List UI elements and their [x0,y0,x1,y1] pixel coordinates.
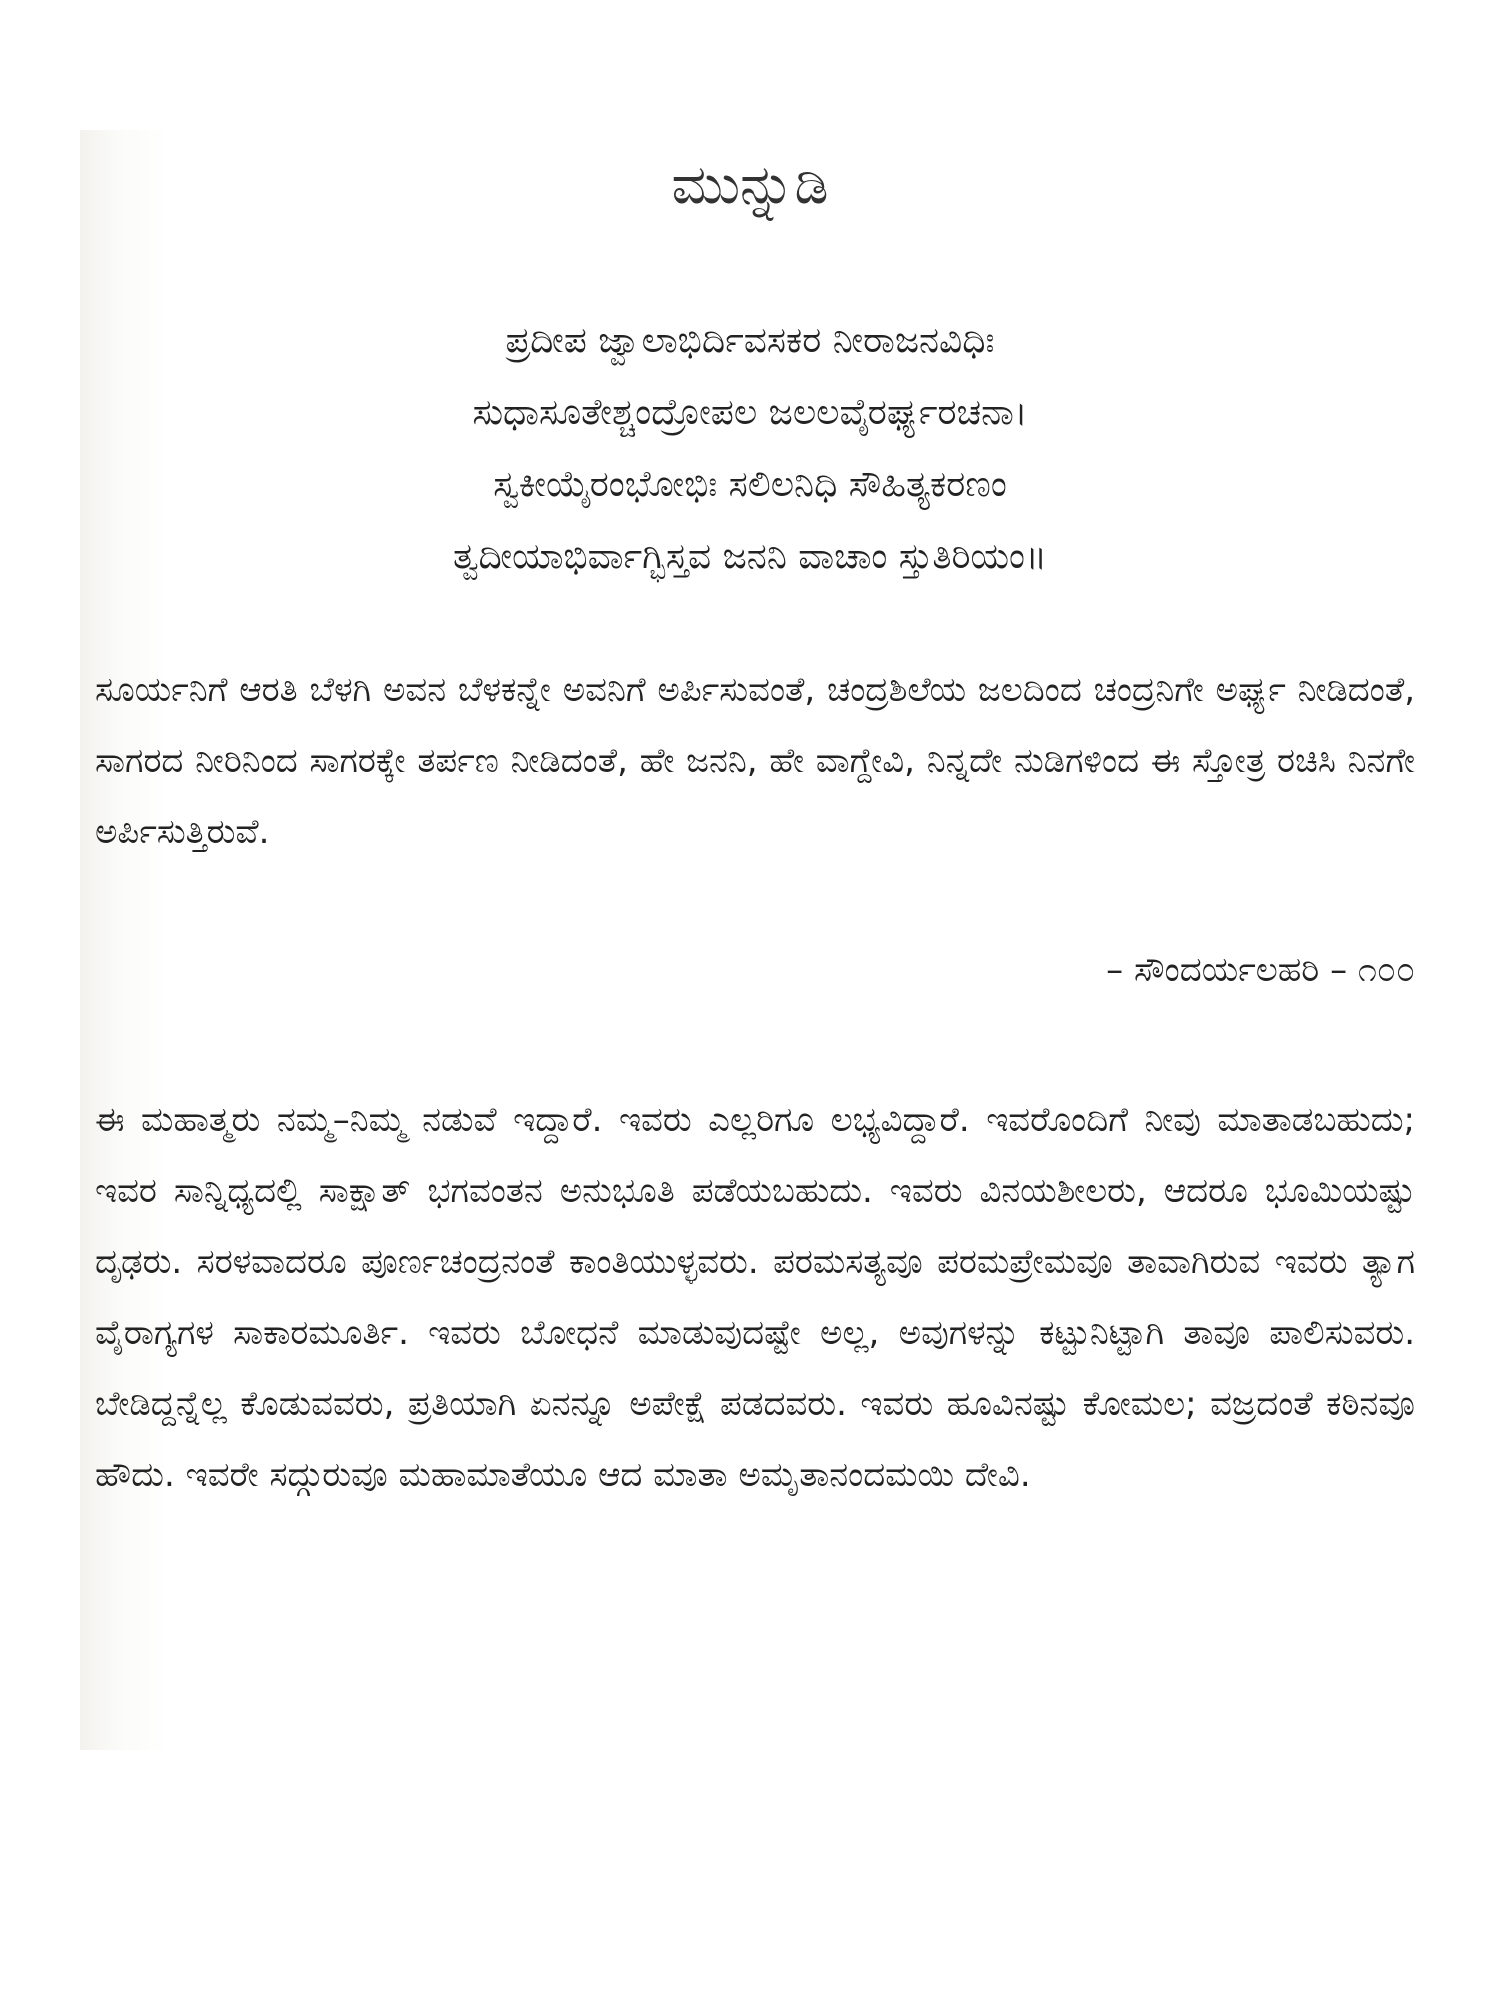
verse-line: ಸುಧಾಸೂತೇಶ್ಚಂದ್ರೋಪಲ ಜಲಲವೈರರ್ಘ್ಯರಚನಾ। [472,392,1028,433]
verse-line: ತ್ವದೀಯಾಭಿರ್ವಾಗ್ಭಿಸ್ತವ ಜನನಿ ವಾಚಾಂ ಸ್ತುತಿರಿಯಂ॥ [453,536,1047,577]
verse-translation-paragraph: ಸೂರ್ಯನಿಗೆ ಆರತಿ ಬೆಳಗಿ ಅವನ ಬೆಳಕನ್ನೇ ಅವನಿಗೆ ಅರ್ಪಿಸುವಂತೆ, ಚಂದ್ರಶಿಲೆಯ ಜಲದಿಂದ ಚಂದ್ರನಿಗೇ ಅರ್ಘ್ಯ ನೀಡಿದಂತೆ, ಸಾಗರದ ನೀರಿನಿಂದ ಸಾಗರಕ್ಕೇ ತರ್ಪಣ ನೀಡಿದಂತೆ, ಹೇ ಜನನಿ, ಹೇ ವಾಗ್ದೇವಿ, ನಿನ್ನದೇ ನುಡಿಗಳಿಂದ ಈ ಸ್ತೋತ್ರ ರಚಿಸಿ ನಿನಗೇ ಅರ್ಪಿಸುತ್ತಿರುವೆ. [95,670,1415,852]
body-paragraph: ಈ ಮಹಾತ್ಮರು ನಮ್ಮ–ನಿಮ್ಮ ನಡುವೆ ಇದ್ದಾರೆ. ಇವರು ಎಲ್ಲರಿಗೂ ಲಭ್ಯವಿದ್ದಾರೆ. ಇವರೊಂದಿಗೆ ನೀವು ಮಾತಾಡಬಹುದು; ಇವರ ಸಾನ್ನಿಧ್ಯದಲ್ಲಿ ಸಾಕ್ಷಾತ್ ಭಗವಂತನ ಅನುಭೂತಿ ಪಡೆಯಬಹುದು. ಇವರು ವಿನಯಶೀಲರು, ಆದರೂ ಭೂಮಿಯಷ್ಟು ದೃಢರು. ಸರಳವಾದರೂ ಪೂರ್ಣಚಂದ್ರನಂತೆ ಕಾಂತಿಯುಳ್ಳವರು. ಪರಮಸತ್ಯವೂ ಪರಮಪ್ರೇಮವೂ ತಾವಾಗಿರುವ ಇವರು ತ್ಯಾಗ ವೈರಾಗ್ಯಗಳ ಸಾಕಾರಮೂರ್ತಿ. ಇವರು ಬೋಧನೆ ಮಾಡುವುದಷ್ಟೇ ಅಲ್ಲ, ಅವುಗಳನ್ನು ಕಟ್ಟುನಿಟ್ಟಾಗಿ ತಾವೂ ಪಾಲಿಸುವರು. ಬೇಡಿದ್ದನ್ನೆಲ್ಲ ಕೊಡುವವರು, ಪ್ರತಿಯಾಗಿ ಏನನ್ನೂ ಅಪೇಕ್ಷೆ ಪಡದವರು. ಇವರು ಹೂವಿನಷ್ಟು ಕೋಮಲ; ವಜ್ರದಂತೆ ಕಠಿನವೂ ಹೌದು. ಇವರೇ ಸದ್ಗುರುವೂ ಮಹಾಮಾತೆಯೂ ಆದ ಮಾತಾ ಅಮೃತಾನಂದಮಯಿ ದೇವಿ. [95,1100,1415,1495]
verse-attribution: – ಸೌಂದರ್ಯಲಹರಿ – ೧೦೦ [1106,950,1415,990]
sanskrit-verse [250,305,1250,593]
verse-line: ಪ್ರದೀಪ ಜ್ವಾಲಾಭಿರ್ದಿವಸಕರ ನೀರಾಜನವಿಧಿಃ [505,320,995,361]
page-heading: ಮುನ್ನುಡಿ [671,153,829,216]
verse-line: ಸ್ವಕೀಯೈರಂಭೋಭಿಃ ಸಲಿಲನಿಧಿ ಸೌಹಿತ್ಯಕರಣಂ [493,464,1007,505]
